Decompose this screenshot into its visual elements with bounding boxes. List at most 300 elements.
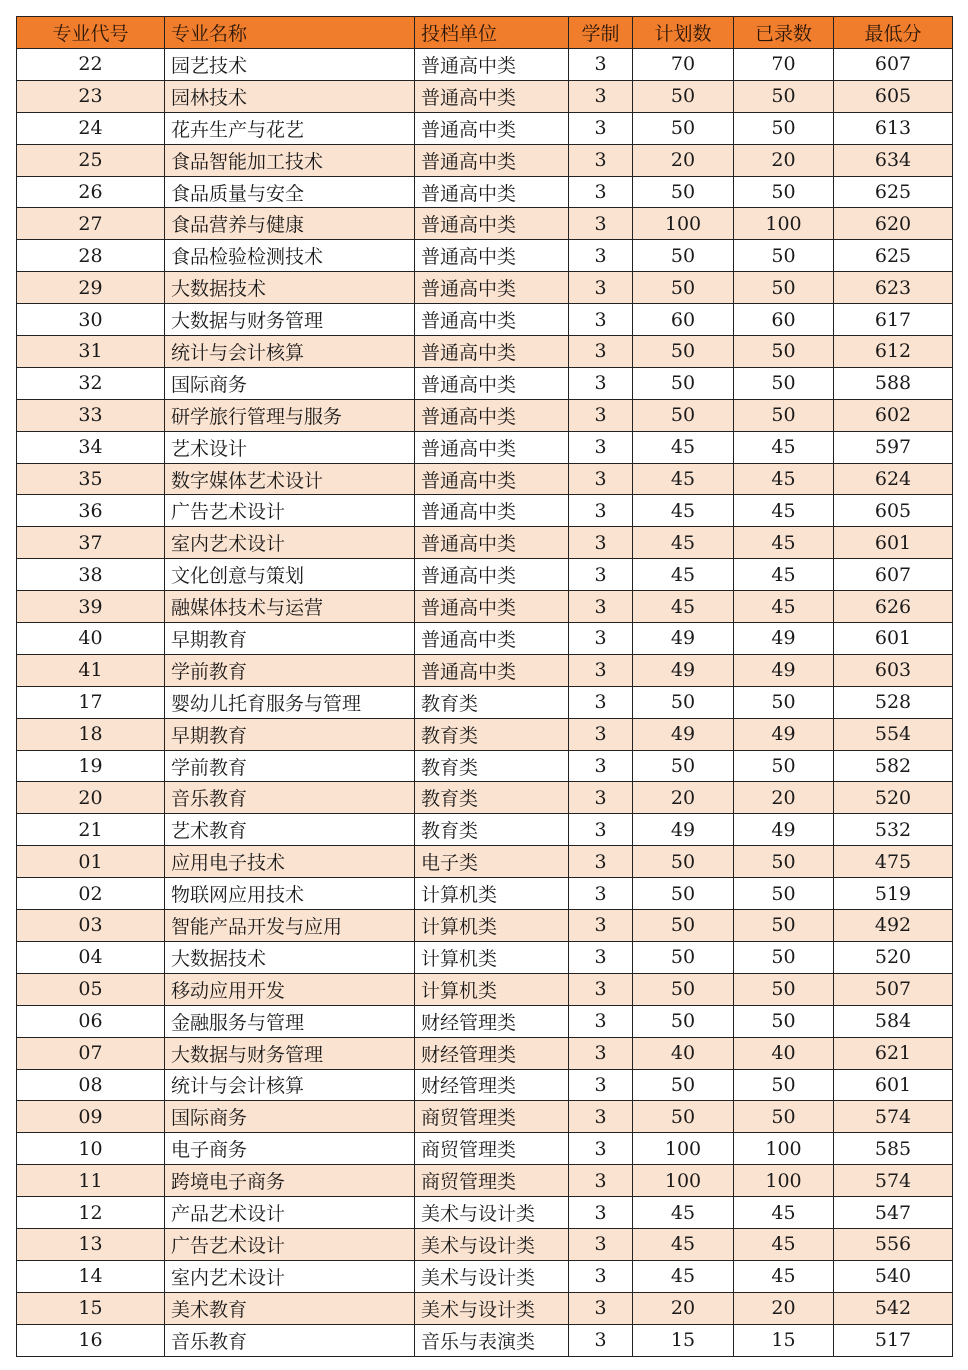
plan-count-cell: 45: [633, 463, 734, 495]
duration-cell: 3: [569, 1101, 633, 1133]
table-row: [17, 1197, 953, 1229]
admitted-count-cell: 50: [734, 240, 834, 272]
min-score-cell: 605: [834, 80, 953, 112]
admission-unit-cell: 商贸管理类: [415, 1101, 569, 1133]
admission-unit-cell: 普通高中类: [415, 272, 569, 304]
major-name-cell: 大数据技术: [165, 272, 415, 304]
duration-cell: 3: [569, 1069, 633, 1101]
duration-cell: 3: [569, 112, 633, 144]
duration-cell: 3: [569, 1324, 633, 1356]
table-row: [17, 1133, 953, 1165]
major-code-cell: 07: [17, 1037, 165, 1069]
plan-count-cell: 50: [633, 846, 734, 878]
min-score-cell: 556: [834, 1228, 953, 1260]
admitted-count-cell: 50: [734, 399, 834, 431]
plan-count-cell: 50: [633, 399, 734, 431]
admitted-count-cell: 100: [734, 208, 834, 240]
major-name-cell: 音乐教育: [165, 1324, 415, 1356]
min-score-cell: 520: [834, 782, 953, 814]
major-name-cell: 室内艺术设计: [165, 527, 415, 559]
duration-cell: 3: [569, 240, 633, 272]
table-row: [17, 80, 953, 112]
major-name-cell: 大数据与财务管理: [165, 1037, 415, 1069]
plan-count-cell: 45: [633, 1197, 734, 1229]
min-score-cell: 507: [834, 973, 953, 1005]
major-name-cell: 国际商务: [165, 367, 415, 399]
admitted-count-cell: 50: [734, 367, 834, 399]
major-code-cell: 12: [17, 1197, 165, 1229]
plan-count-cell: 20: [633, 144, 734, 176]
min-score-cell: 582: [834, 750, 953, 782]
table-row: [17, 654, 953, 686]
admitted-count-cell: 45: [734, 559, 834, 591]
plan-count-cell: 50: [633, 336, 734, 368]
table-row: [17, 463, 953, 495]
admission-unit-cell: 普通高中类: [415, 336, 569, 368]
admitted-count-cell: 50: [734, 750, 834, 782]
major-code-cell: 16: [17, 1324, 165, 1356]
table-row: [17, 399, 953, 431]
major-name-cell: 音乐教育: [165, 782, 415, 814]
min-score-cell: 519: [834, 878, 953, 910]
admitted-count-cell: 40: [734, 1037, 834, 1069]
major-name-cell: 学前教育: [165, 654, 415, 686]
admission-unit-cell: 普通高中类: [415, 591, 569, 623]
major-name-cell: 艺术教育: [165, 814, 415, 846]
table-row: [17, 782, 953, 814]
major-code-cell: 28: [17, 240, 165, 272]
plan-count-cell: 50: [633, 80, 734, 112]
header-major-code: 专业代号: [17, 17, 165, 49]
duration-cell: 3: [569, 1260, 633, 1292]
table-row: [17, 1101, 953, 1133]
table-row: [17, 304, 953, 336]
admitted-count-cell: 50: [734, 1101, 834, 1133]
table-row: [17, 623, 953, 655]
table-row: [17, 750, 953, 782]
admitted-count-cell: 45: [734, 591, 834, 623]
admitted-count-cell: 50: [734, 878, 834, 910]
duration-cell: 3: [569, 431, 633, 463]
table-row: [17, 272, 953, 304]
major-code-cell: 05: [17, 973, 165, 1005]
admitted-count-cell: 49: [734, 654, 834, 686]
admission-unit-cell: 普通高中类: [415, 654, 569, 686]
major-name-cell: 研学旅行管理与服务: [165, 399, 415, 431]
table-row: [17, 591, 953, 623]
duration-cell: 3: [569, 336, 633, 368]
major-code-cell: 34: [17, 431, 165, 463]
header-row: [17, 17, 953, 49]
table-row: [17, 718, 953, 750]
admitted-count-cell: 45: [734, 431, 834, 463]
major-code-cell: 39: [17, 591, 165, 623]
min-score-cell: 634: [834, 144, 953, 176]
duration-cell: 3: [569, 1292, 633, 1324]
table-body: [17, 49, 953, 1357]
duration-cell: 3: [569, 1133, 633, 1165]
admission-unit-cell: 教育类: [415, 686, 569, 718]
admission-unit-cell: 音乐与表演类: [415, 1324, 569, 1356]
major-name-cell: 大数据技术: [165, 941, 415, 973]
admitted-count-cell: 50: [734, 1069, 834, 1101]
table-row: [17, 1292, 953, 1324]
min-score-cell: 625: [834, 176, 953, 208]
major-name-cell: 国际商务: [165, 1101, 415, 1133]
plan-count-cell: 50: [633, 750, 734, 782]
major-name-cell: 电子商务: [165, 1133, 415, 1165]
header-duration: 学制: [569, 17, 633, 49]
major-code-cell: 18: [17, 718, 165, 750]
table-row: [17, 814, 953, 846]
major-code-cell: 25: [17, 144, 165, 176]
admission-unit-cell: 教育类: [415, 750, 569, 782]
plan-count-cell: 50: [633, 878, 734, 910]
min-score-cell: 601: [834, 623, 953, 655]
duration-cell: 3: [569, 559, 633, 591]
plan-count-cell: 45: [633, 1260, 734, 1292]
major-name-cell: 早期教育: [165, 718, 415, 750]
duration-cell: 3: [569, 910, 633, 942]
admission-unit-cell: 普通高中类: [415, 208, 569, 240]
min-score-cell: 621: [834, 1037, 953, 1069]
major-code-cell: 29: [17, 272, 165, 304]
major-code-cell: 36: [17, 495, 165, 527]
duration-cell: 3: [569, 686, 633, 718]
admitted-count-cell: 45: [734, 495, 834, 527]
duration-cell: 3: [569, 750, 633, 782]
min-score-cell: 547: [834, 1197, 953, 1229]
major-code-cell: 10: [17, 1133, 165, 1165]
admitted-count-cell: 100: [734, 1165, 834, 1197]
min-score-cell: 620: [834, 208, 953, 240]
major-code-cell: 21: [17, 814, 165, 846]
admission-unit-cell: 财经管理类: [415, 1037, 569, 1069]
plan-count-cell: 100: [633, 1133, 734, 1165]
table-row: [17, 431, 953, 463]
major-code-cell: 01: [17, 846, 165, 878]
table-row: [17, 1324, 953, 1356]
major-name-cell: 花卉生产与花艺: [165, 112, 415, 144]
table-row: [17, 144, 953, 176]
admission-unit-cell: 普通高中类: [415, 431, 569, 463]
admission-unit-cell: 美术与设计类: [415, 1197, 569, 1229]
admission-unit-cell: 计算机类: [415, 910, 569, 942]
major-name-cell: 食品智能加工技术: [165, 144, 415, 176]
table-row: [17, 240, 953, 272]
admission-unit-cell: 电子类: [415, 846, 569, 878]
duration-cell: 3: [569, 591, 633, 623]
plan-count-cell: 49: [633, 718, 734, 750]
admission-unit-cell: 普通高中类: [415, 559, 569, 591]
major-name-cell: 广告艺术设计: [165, 495, 415, 527]
major-name-cell: 艺术设计: [165, 431, 415, 463]
admission-unit-cell: 财经管理类: [415, 1069, 569, 1101]
admission-unit-cell: 教育类: [415, 718, 569, 750]
admission-unit-cell: 普通高中类: [415, 49, 569, 81]
duration-cell: 3: [569, 814, 633, 846]
major-code-cell: 19: [17, 750, 165, 782]
admitted-count-cell: 50: [734, 910, 834, 942]
min-score-cell: 613: [834, 112, 953, 144]
plan-count-cell: 45: [633, 495, 734, 527]
duration-cell: 3: [569, 973, 633, 1005]
min-score-cell: 517: [834, 1324, 953, 1356]
major-code-cell: 40: [17, 623, 165, 655]
major-name-cell: 数字媒体艺术设计: [165, 463, 415, 495]
min-score-cell: 607: [834, 559, 953, 591]
major-code-cell: 24: [17, 112, 165, 144]
plan-count-cell: 50: [633, 941, 734, 973]
major-name-cell: 食品检验检测技术: [165, 240, 415, 272]
admitted-count-cell: 50: [734, 176, 834, 208]
major-code-cell: 13: [17, 1228, 165, 1260]
major-code-cell: 23: [17, 80, 165, 112]
plan-count-cell: 45: [633, 431, 734, 463]
admitted-count-cell: 15: [734, 1324, 834, 1356]
admitted-count-cell: 20: [734, 782, 834, 814]
plan-count-cell: 15: [633, 1324, 734, 1356]
duration-cell: 3: [569, 1197, 633, 1229]
plan-count-cell: 45: [633, 527, 734, 559]
duration-cell: 3: [569, 527, 633, 559]
admitted-count-cell: 45: [734, 463, 834, 495]
admission-unit-cell: 教育类: [415, 814, 569, 846]
admission-unit-cell: 普通高中类: [415, 367, 569, 399]
plan-count-cell: 20: [633, 782, 734, 814]
duration-cell: 3: [569, 1037, 633, 1069]
admission-unit-cell: 美术与设计类: [415, 1228, 569, 1260]
min-score-cell: 624: [834, 463, 953, 495]
duration-cell: 3: [569, 304, 633, 336]
admitted-count-cell: 45: [734, 1197, 834, 1229]
table-row: [17, 1260, 953, 1292]
major-code-cell: 37: [17, 527, 165, 559]
admission-unit-cell: 普通高中类: [415, 144, 569, 176]
admission-unit-cell: 普通高中类: [415, 112, 569, 144]
major-name-cell: 移动应用开发: [165, 973, 415, 1005]
plan-count-cell: 45: [633, 591, 734, 623]
plan-count-cell: 49: [633, 623, 734, 655]
plan-count-cell: 50: [633, 272, 734, 304]
major-name-cell: 园艺技术: [165, 49, 415, 81]
min-score-cell: 601: [834, 527, 953, 559]
major-code-cell: 14: [17, 1260, 165, 1292]
min-score-cell: 520: [834, 941, 953, 973]
duration-cell: 3: [569, 272, 633, 304]
major-code-cell: 26: [17, 176, 165, 208]
min-score-cell: 625: [834, 240, 953, 272]
admission-unit-cell: 普通高中类: [415, 399, 569, 431]
plan-count-cell: 50: [633, 973, 734, 1005]
duration-cell: 3: [569, 878, 633, 910]
min-score-cell: 588: [834, 367, 953, 399]
table-row: [17, 846, 953, 878]
plan-count-cell: 60: [633, 304, 734, 336]
min-score-cell: 542: [834, 1292, 953, 1324]
min-score-cell: 601: [834, 1069, 953, 1101]
major-name-cell: 婴幼儿托育服务与管理: [165, 686, 415, 718]
major-code-cell: 33: [17, 399, 165, 431]
table-row: [17, 1069, 953, 1101]
admitted-count-cell: 50: [734, 80, 834, 112]
duration-cell: 3: [569, 941, 633, 973]
admitted-count-cell: 50: [734, 973, 834, 1005]
duration-cell: 3: [569, 80, 633, 112]
major-code-cell: 30: [17, 304, 165, 336]
table-row: [17, 686, 953, 718]
table-row: [17, 1228, 953, 1260]
major-name-cell: 美术教育: [165, 1292, 415, 1324]
major-code-cell: 15: [17, 1292, 165, 1324]
major-name-cell: 室内艺术设计: [165, 1260, 415, 1292]
duration-cell: 3: [569, 1228, 633, 1260]
plan-count-cell: 50: [633, 910, 734, 942]
plan-count-cell: 49: [633, 814, 734, 846]
major-name-cell: 应用电子技术: [165, 846, 415, 878]
table-row: [17, 527, 953, 559]
table-row: [17, 973, 953, 1005]
table-header: [17, 17, 953, 49]
table-row: [17, 1165, 953, 1197]
major-code-cell: 04: [17, 941, 165, 973]
duration-cell: 3: [569, 176, 633, 208]
plan-count-cell: 49: [633, 654, 734, 686]
plan-count-cell: 45: [633, 1228, 734, 1260]
major-name-cell: 融媒体技术与运营: [165, 591, 415, 623]
admitted-count-cell: 20: [734, 144, 834, 176]
table-row: [17, 495, 953, 527]
major-name-cell: 产品艺术设计: [165, 1197, 415, 1229]
header-plan-count: 计划数: [633, 17, 734, 49]
major-code-cell: 20: [17, 782, 165, 814]
table-row: [17, 941, 953, 973]
major-name-cell: 跨境电子商务: [165, 1165, 415, 1197]
min-score-cell: 528: [834, 686, 953, 718]
admitted-count-cell: 45: [734, 1228, 834, 1260]
admitted-count-cell: 45: [734, 1260, 834, 1292]
major-name-cell: 食品营养与健康: [165, 208, 415, 240]
major-name-cell: 早期教育: [165, 623, 415, 655]
table-row: [17, 910, 953, 942]
min-score-cell: 574: [834, 1101, 953, 1133]
major-code-cell: 08: [17, 1069, 165, 1101]
plan-count-cell: 50: [633, 1005, 734, 1037]
major-name-cell: 统计与会计核算: [165, 336, 415, 368]
admission-unit-cell: 商贸管理类: [415, 1165, 569, 1197]
plan-count-cell: 20: [633, 1292, 734, 1324]
admission-unit-cell: 计算机类: [415, 941, 569, 973]
major-name-cell: 广告艺术设计: [165, 1228, 415, 1260]
major-code-cell: 38: [17, 559, 165, 591]
table-row: [17, 559, 953, 591]
min-score-cell: 584: [834, 1005, 953, 1037]
plan-count-cell: 50: [633, 176, 734, 208]
plan-count-cell: 50: [633, 686, 734, 718]
major-name-cell: 食品质量与安全: [165, 176, 415, 208]
admission-unit-cell: 美术与设计类: [415, 1260, 569, 1292]
min-score-cell: 602: [834, 399, 953, 431]
major-name-cell: 文化创意与策划: [165, 559, 415, 591]
admitted-count-cell: 20: [734, 1292, 834, 1324]
plan-count-cell: 70: [633, 49, 734, 81]
min-score-cell: 603: [834, 654, 953, 686]
major-name-cell: 学前教育: [165, 750, 415, 782]
major-name-cell: 智能产品开发与应用: [165, 910, 415, 942]
min-score-cell: 585: [834, 1133, 953, 1165]
admission-unit-cell: 普通高中类: [415, 495, 569, 527]
major-name-cell: 统计与会计核算: [165, 1069, 415, 1101]
major-code-cell: 03: [17, 910, 165, 942]
major-code-cell: 17: [17, 686, 165, 718]
duration-cell: 3: [569, 718, 633, 750]
min-score-cell: 607: [834, 49, 953, 81]
major-code-cell: 32: [17, 367, 165, 399]
major-code-cell: 22: [17, 49, 165, 81]
admission-unit-cell: 教育类: [415, 782, 569, 814]
admission-unit-cell: 普通高中类: [415, 176, 569, 208]
admitted-count-cell: 50: [734, 272, 834, 304]
duration-cell: 3: [569, 399, 633, 431]
admission-unit-cell: 商贸管理类: [415, 1133, 569, 1165]
admitted-count-cell: 45: [734, 527, 834, 559]
admission-unit-cell: 美术与设计类: [415, 1292, 569, 1324]
table-row: [17, 1037, 953, 1069]
duration-cell: 3: [569, 623, 633, 655]
duration-cell: 3: [569, 782, 633, 814]
major-code-cell: 06: [17, 1005, 165, 1037]
admitted-count-cell: 70: [734, 49, 834, 81]
duration-cell: 3: [569, 654, 633, 686]
min-score-cell: 574: [834, 1165, 953, 1197]
table-row: [17, 336, 953, 368]
plan-count-cell: 50: [633, 367, 734, 399]
table-row: [17, 208, 953, 240]
header-major-name: 专业名称: [165, 17, 415, 49]
admitted-count-cell: 60: [734, 304, 834, 336]
major-name-cell: 大数据与财务管理: [165, 304, 415, 336]
duration-cell: 3: [569, 495, 633, 527]
admission-unit-cell: 普通高中类: [415, 304, 569, 336]
duration-cell: 3: [569, 144, 633, 176]
table-row: [17, 176, 953, 208]
admitted-count-cell: 100: [734, 1133, 834, 1165]
admission-unit-cell: 普通高中类: [415, 623, 569, 655]
admission-unit-cell: 普通高中类: [415, 240, 569, 272]
min-score-cell: 554: [834, 718, 953, 750]
table-row: [17, 367, 953, 399]
duration-cell: 3: [569, 208, 633, 240]
major-code-cell: 41: [17, 654, 165, 686]
plan-count-cell: 50: [633, 1069, 734, 1101]
admission-table: [16, 16, 953, 1357]
admitted-count-cell: 50: [734, 686, 834, 718]
min-score-cell: 617: [834, 304, 953, 336]
min-score-cell: 475: [834, 846, 953, 878]
min-score-cell: 492: [834, 910, 953, 942]
admission-unit-cell: 财经管理类: [415, 1005, 569, 1037]
duration-cell: 3: [569, 463, 633, 495]
min-score-cell: 605: [834, 495, 953, 527]
min-score-cell: 532: [834, 814, 953, 846]
min-score-cell: 597: [834, 431, 953, 463]
admitted-count-cell: 50: [734, 112, 834, 144]
min-score-cell: 626: [834, 591, 953, 623]
major-code-cell: 35: [17, 463, 165, 495]
major-code-cell: 09: [17, 1101, 165, 1133]
table-row: [17, 878, 953, 910]
min-score-cell: 540: [834, 1260, 953, 1292]
